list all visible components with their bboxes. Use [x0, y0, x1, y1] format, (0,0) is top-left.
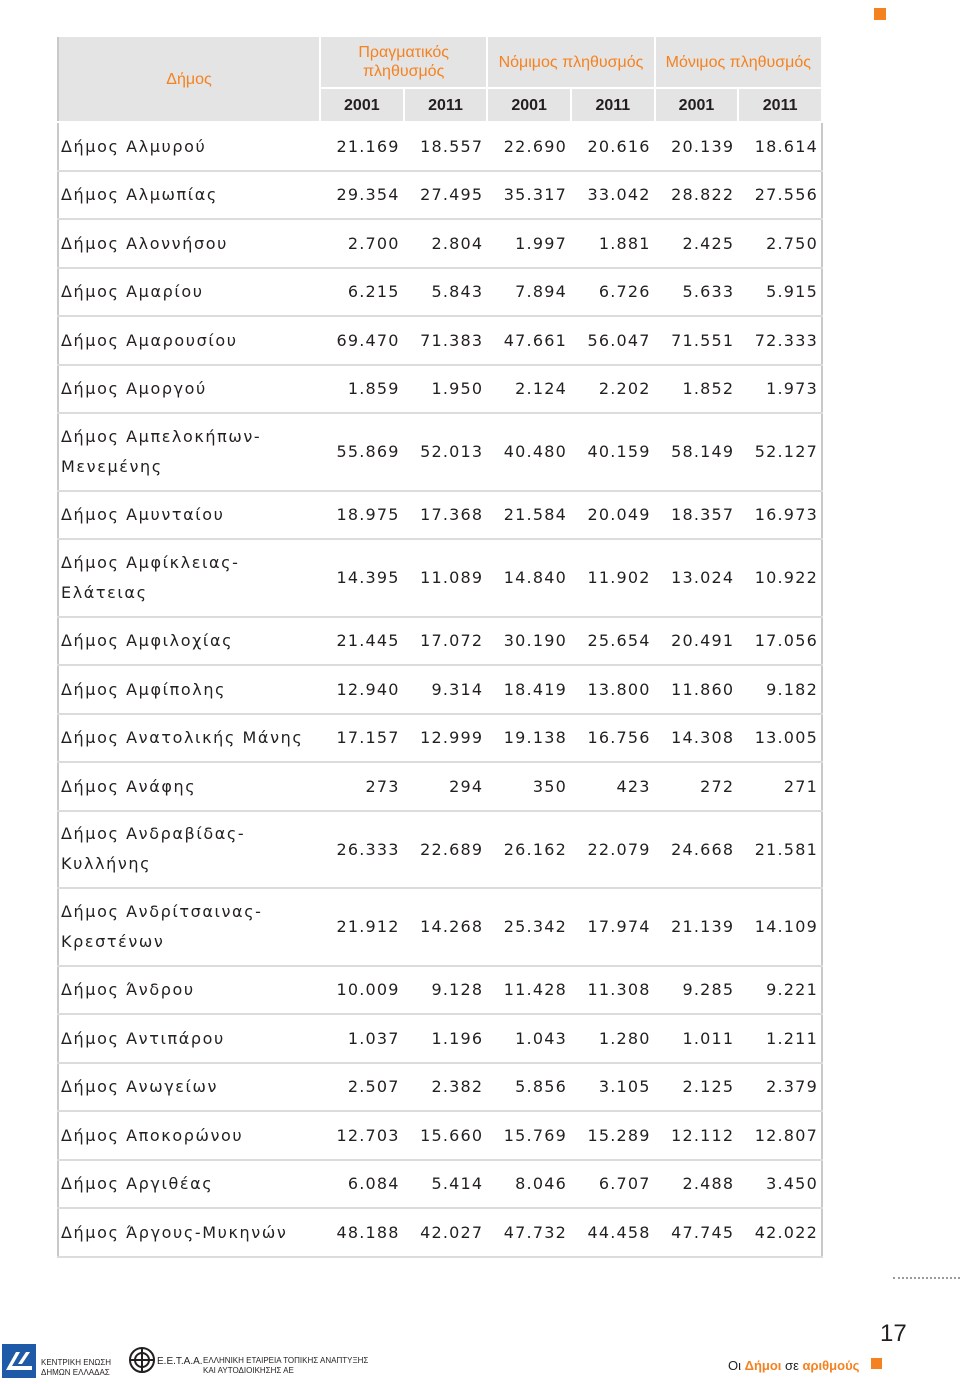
population-value: 272	[655, 762, 739, 811]
municipality-name: Δήμος Αμαρίου	[58, 268, 320, 317]
population-value: 1.881	[571, 219, 655, 268]
header-group-legal: Νόμιμος πληθυσμός	[487, 37, 654, 88]
population-value: 350	[487, 762, 571, 811]
population-value: 20.491	[655, 617, 739, 666]
population-value: 17.157	[320, 714, 404, 763]
population-value: 5.856	[487, 1063, 571, 1112]
population-value: 18.419	[487, 665, 571, 714]
municipality-name: Δήμος Ανδραβίδας-Κυλλήνης	[58, 811, 320, 889]
population-value: 18.975	[320, 491, 404, 540]
population-value: 47.661	[487, 316, 571, 365]
population-value: 44.458	[571, 1208, 655, 1257]
population-value: 18.614	[738, 122, 822, 171]
header-year: 2001	[655, 88, 739, 122]
table-row	[58, 1063, 822, 1112]
population-value: 48.188	[320, 1208, 404, 1257]
population-value: 9.285	[655, 966, 739, 1015]
municipality-name: Δήμος Αμαρουσίου	[58, 316, 320, 365]
population-value: 20.139	[655, 122, 739, 171]
population-value: 27.495	[404, 171, 488, 220]
population-value: 18.557	[404, 122, 488, 171]
municipality-name: Δήμος Αποκορώνου	[58, 1111, 320, 1160]
table-row	[58, 171, 822, 220]
table-row	[58, 966, 822, 1015]
population-value: 15.660	[404, 1111, 488, 1160]
population-value: 1.852	[655, 365, 739, 414]
population-value: 6.084	[320, 1160, 404, 1209]
table-row	[58, 617, 822, 666]
population-value: 12.807	[738, 1111, 822, 1160]
municipality-name: Δήμος Αμφίκλειας-Ελάτειας	[58, 539, 320, 617]
population-value: 20.049	[571, 491, 655, 540]
population-value: 16.756	[571, 714, 655, 763]
population-value: 2.507	[320, 1063, 404, 1112]
footer-title-prefix: Οι	[728, 1358, 741, 1373]
table-row	[58, 268, 822, 317]
municipality-name: Δήμος Αλμυρού	[58, 122, 320, 171]
population-value: 9.314	[404, 665, 488, 714]
population-value: 2.750	[738, 219, 822, 268]
population-value: 2.379	[738, 1063, 822, 1112]
population-value: 29.354	[320, 171, 404, 220]
population-value: 18.357	[655, 491, 739, 540]
table-row	[58, 1014, 822, 1063]
population-value: 1.211	[738, 1014, 822, 1063]
footer-title-bold: Δήμοι	[744, 1358, 782, 1373]
population-value: 26.333	[320, 811, 404, 889]
table-row	[58, 316, 822, 365]
population-value: 1.280	[571, 1014, 655, 1063]
municipality-name: Δήμος Άνδρου	[58, 966, 320, 1015]
population-value: 71.383	[404, 316, 488, 365]
population-value: 11.089	[404, 539, 488, 617]
population-value: 21.139	[655, 888, 739, 966]
population-value: 35.317	[487, 171, 571, 220]
population-value: 13.005	[738, 714, 822, 763]
population-value: 72.333	[738, 316, 822, 365]
population-value: 2.382	[404, 1063, 488, 1112]
population-value: 8.046	[487, 1160, 571, 1209]
population-value: 271	[738, 762, 822, 811]
population-value: 40.480	[487, 413, 571, 491]
population-value: 58.149	[655, 413, 739, 491]
population-value: 52.013	[404, 413, 488, 491]
population-value: 6.707	[571, 1160, 655, 1209]
population-value: 21.584	[487, 491, 571, 540]
population-value: 11.860	[655, 665, 739, 714]
municipality-name: Δήμος Αμφιλοχίας	[58, 617, 320, 666]
population-value: 40.159	[571, 413, 655, 491]
population-table-wrapper	[57, 37, 821, 1258]
population-value: 52.127	[738, 413, 822, 491]
population-value: 10.922	[738, 539, 822, 617]
population-value: 9.128	[404, 966, 488, 1015]
population-value: 12.703	[320, 1111, 404, 1160]
population-value: 17.974	[571, 888, 655, 966]
population-value: 71.551	[655, 316, 739, 365]
population-value: 2.488	[655, 1160, 739, 1209]
municipality-name: Δήμος Ανατολικής Μάνης	[58, 714, 320, 763]
population-value: 7.894	[487, 268, 571, 317]
population-value: 14.268	[404, 888, 488, 966]
municipality-name: Δήμος Αλοννήσου	[58, 219, 320, 268]
table-body	[58, 122, 822, 1257]
population-value: 30.190	[487, 617, 571, 666]
population-value: 12.940	[320, 665, 404, 714]
population-value: 20.616	[571, 122, 655, 171]
municipality-name: Δήμος Ανάφης	[58, 762, 320, 811]
table-row	[58, 714, 822, 763]
population-value: 19.138	[487, 714, 571, 763]
population-value: 14.109	[738, 888, 822, 966]
table-row	[58, 1208, 822, 1257]
population-value: 5.915	[738, 268, 822, 317]
population-value: 1.011	[655, 1014, 739, 1063]
population-value: 6.726	[571, 268, 655, 317]
population-value: 1.196	[404, 1014, 488, 1063]
population-value: 47.732	[487, 1208, 571, 1257]
footer-accent-square	[871, 1358, 882, 1369]
header-year: 2001	[487, 88, 571, 122]
population-value: 273	[320, 762, 404, 811]
population-value: 42.022	[738, 1208, 822, 1257]
population-value: 13.024	[655, 539, 739, 617]
table-row	[58, 888, 822, 966]
eetaa-logo-icon	[128, 1346, 156, 1374]
page-number: 17	[880, 1320, 907, 1347]
footer-publication-title	[728, 1358, 859, 1373]
population-value: 1.037	[320, 1014, 404, 1063]
population-value: 423	[571, 762, 655, 811]
population-value: 1.973	[738, 365, 822, 414]
population-value: 14.840	[487, 539, 571, 617]
population-value: 22.689	[404, 811, 488, 889]
population-value: 11.428	[487, 966, 571, 1015]
table-row	[58, 491, 822, 540]
population-value: 22.079	[571, 811, 655, 889]
municipality-name: Δήμος Αντιπάρου	[58, 1014, 320, 1063]
table-row	[58, 365, 822, 414]
header-year: 2011	[738, 88, 822, 122]
population-value: 3.105	[571, 1063, 655, 1112]
population-value: 22.690	[487, 122, 571, 171]
population-value: 2.425	[655, 219, 739, 268]
table-row	[58, 1111, 822, 1160]
population-value: 11.308	[571, 966, 655, 1015]
footer-title-bold2: αριθμούς	[802, 1358, 860, 1373]
population-value: 5.414	[404, 1160, 488, 1209]
population-value: 26.162	[487, 811, 571, 889]
population-value: 13.800	[571, 665, 655, 714]
header-year: 2011	[571, 88, 655, 122]
population-value: 17.072	[404, 617, 488, 666]
population-value: 5.843	[404, 268, 488, 317]
header-group-actual: Πραγματικός πληθυσμός	[320, 37, 487, 88]
population-value: 21.445	[320, 617, 404, 666]
population-value: 2.125	[655, 1063, 739, 1112]
table-row	[58, 539, 822, 617]
municipality-name: Δήμος Αργιθέας	[58, 1160, 320, 1209]
population-value: 21.581	[738, 811, 822, 889]
municipality-name: Δήμος Αμπελοκήπων-Μενεμένης	[58, 413, 320, 491]
population-value: 5.633	[655, 268, 739, 317]
population-value: 3.450	[738, 1160, 822, 1209]
population-value: 16.973	[738, 491, 822, 540]
municipality-name: Δήμος Αμοργού	[58, 365, 320, 414]
population-value: 14.395	[320, 539, 404, 617]
table-row	[58, 762, 822, 811]
table-row	[58, 413, 822, 491]
header-year: 2001	[320, 88, 404, 122]
population-value: 1.997	[487, 219, 571, 268]
population-value: 47.745	[655, 1208, 739, 1257]
population-value: 27.556	[738, 171, 822, 220]
kede-logo-icon	[2, 1344, 36, 1378]
population-value: 2.202	[571, 365, 655, 414]
header-year: 2011	[404, 88, 488, 122]
municipality-name: Δήμος Αλμωπίας	[58, 171, 320, 220]
municipality-name: Δήμος Ανδρίτσαινας-Κρεστένων	[58, 888, 320, 966]
table-row	[58, 122, 822, 171]
population-value: 2.700	[320, 219, 404, 268]
population-value: 33.042	[571, 171, 655, 220]
population-value: 2.124	[487, 365, 571, 414]
population-value: 15.769	[487, 1111, 571, 1160]
population-value: 56.047	[571, 316, 655, 365]
table-row	[58, 665, 822, 714]
population-value: 12.999	[404, 714, 488, 763]
municipality-name: Δήμος Αμυνταίου	[58, 491, 320, 540]
eetaa-abbreviation: Ε.Ε.Τ.Α.Α.	[157, 1356, 203, 1367]
population-value: 24.668	[655, 811, 739, 889]
header-municipality: Δήμος	[58, 37, 320, 122]
footer-dotted-divider	[893, 1277, 960, 1279]
population-value: 9.221	[738, 966, 822, 1015]
population-value: 69.470	[320, 316, 404, 365]
population-value: 17.368	[404, 491, 488, 540]
population-value: 15.289	[571, 1111, 655, 1160]
population-value: 28.822	[655, 171, 739, 220]
population-value: 14.308	[655, 714, 739, 763]
population-value: 17.056	[738, 617, 822, 666]
population-value: 9.182	[738, 665, 822, 714]
population-value: 1.043	[487, 1014, 571, 1063]
population-value: 12.112	[655, 1111, 739, 1160]
population-value: 294	[404, 762, 488, 811]
population-value: 25.342	[487, 888, 571, 966]
footer-title-mid: σε	[785, 1358, 799, 1373]
population-value: 55.869	[320, 413, 404, 491]
municipality-name: Δήμος Ανωγείων	[58, 1063, 320, 1112]
population-value: 10.009	[320, 966, 404, 1015]
population-value: 21.912	[320, 888, 404, 966]
population-value: 6.215	[320, 268, 404, 317]
population-value: 21.169	[320, 122, 404, 171]
table-row	[58, 219, 822, 268]
population-value: 2.804	[404, 219, 488, 268]
kede-name: ΚΕΝΤΡΙΚΗ ΕΝΩΣΗ ΔΗΜΩΝ ΕΛΛΑΔΑΣ	[41, 1358, 112, 1377]
municipality-name: Δήμος Αμφίπολης	[58, 665, 320, 714]
table-row	[58, 1160, 822, 1209]
eetaa-name: ΕΛΛΗΝΙΚΗ ΕΤΑΙΡΕΙΑ ΤΟΠΙΚΗΣ ΑΝΑΠΤΥΞΗΣ ΚΑΙ ΑΥΤΟΔΙΟΙΚΗΣΗΣ ΑΕ	[203, 1356, 369, 1375]
population-value: 1.859	[320, 365, 404, 414]
corner-accent-square	[874, 8, 886, 20]
table-row	[58, 811, 822, 889]
municipality-name: Δήμος Άργους-Μυκηνών	[58, 1208, 320, 1257]
population-table	[57, 37, 823, 1258]
population-value: 11.902	[571, 539, 655, 617]
population-value: 1.950	[404, 365, 488, 414]
header-group-permanent: Μόνιμος πληθυσμός	[655, 37, 822, 88]
population-value: 25.654	[571, 617, 655, 666]
population-value: 42.027	[404, 1208, 488, 1257]
